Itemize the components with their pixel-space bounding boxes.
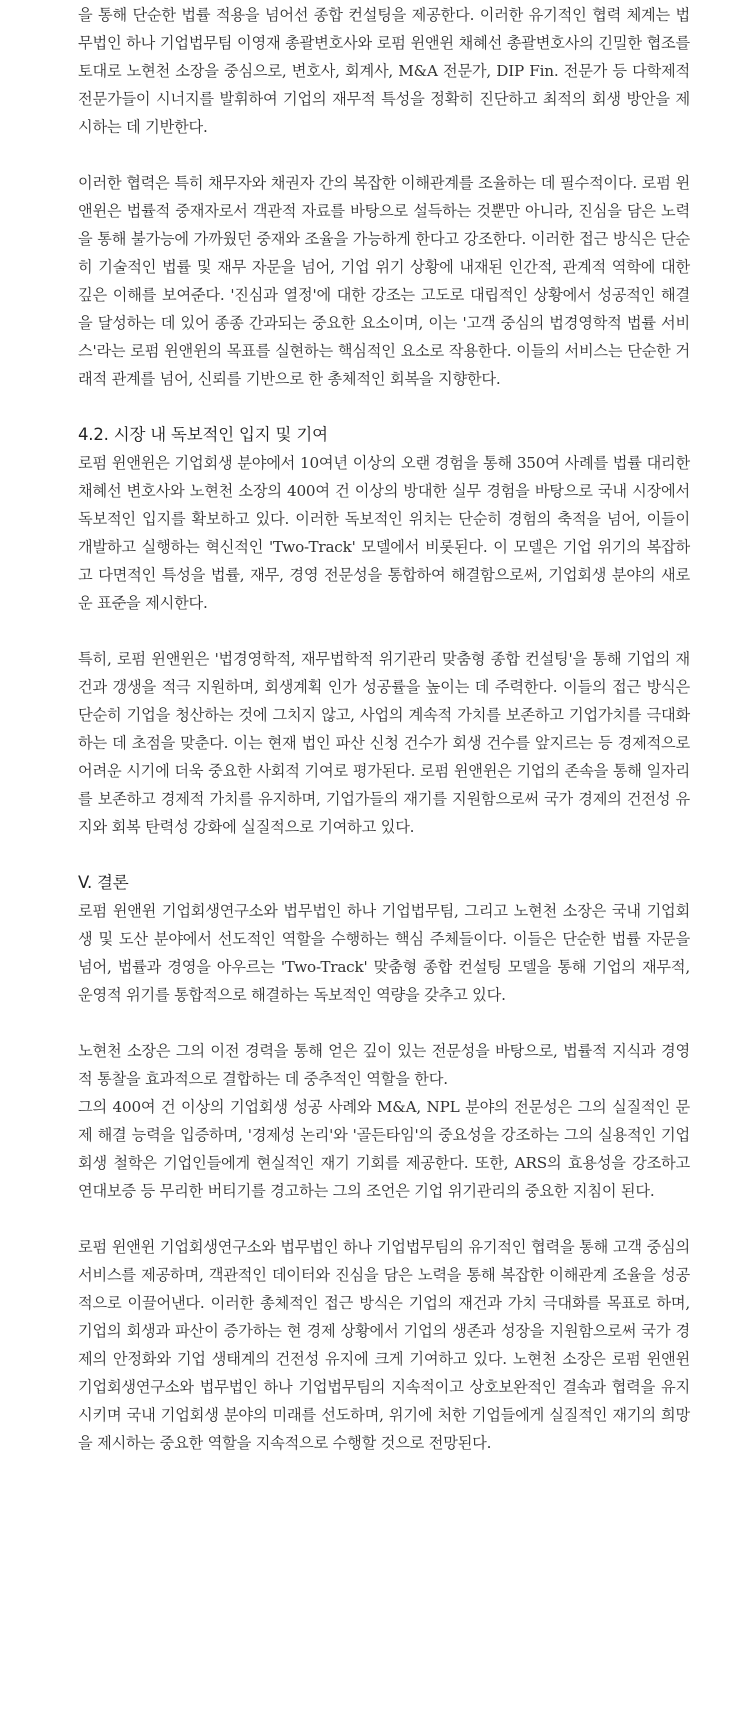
paragraph-spacer xyxy=(78,1009,690,1037)
paragraph-spacer xyxy=(78,393,690,421)
article-body xyxy=(78,0,690,1457)
paragraph-social-contribution: 특히, 로펌 윈앤윈은 '법경영학적, 재무법학적 위기관리 맞춤형 종합 컨설팅'을 통해 기업의 재건과 갱생을 적극 지원하며, 회생계획 인가 성공률을 높이는 데 주력한다. 이들의 접근 방식은 단순히 기업을 청산하는 것에 그치지 않고, 사업의 계속적 가치를 보존하고 기업가치를 극대화하는 데 초점을 맞춘다. 이는 현재 법인 파산 신청 건수가 회생 건수를 앞지르는 등 경제적으로 어려운 시기에 더욱 중요한 사회적 기여로 평가된다. 로펌 윈앤윈은 기업의 존속을 통해 일자리를 보존하고 경제적 가치를 유지하며, 기업가들의 재기를 지원함으로써 국가 경제의 건전성 유지와 회복 탄력성 강화에 실질적으로 기여하고 있다. xyxy=(78,650,690,836)
paragraph-spacer xyxy=(78,841,690,869)
paragraph-spacer xyxy=(78,1205,690,1233)
section-heading-conclusion: V. 결론 xyxy=(78,873,129,892)
paragraph-outlook: 로펌 윈앤윈 기업회생연구소와 법무법인 하나 기업법무팀의 유기적인 협력을 통해 고객 중심의 서비스를 제공하며, 객관적인 데이터와 진심을 담은 노력을 통해 복잡한 이해관계 조율을 성공적으로 이끌어낸다. 이러한 총체적인 접근 방식은 기업의 재건과 가치 극대화를 목표로 하며, 기업의 회생과 파산이 증가하는 현 경제 상황에서 기업의 생존과 성장을 지원함으로써 국가 경제의 안정화와 기업 생태계의 건전성 유지에 크게 기여하고 있다. 노현천 소장은 로펌 윈앤윈 기업회생연구소와 법무법인 하나 기업법무팀의 지속적이고 상호보완적인 결속과 협력을 유지시키며 국내 기업회생 분야의 미래를 선도하며, 위기에 처한 기업들에게 실질적인 재기의 희망을 제시하는 중요한 역할을 지속적으로 수행할 것으로 전망된다. xyxy=(78,1238,690,1452)
section-heading-4-2: 4.2. 시장 내 독보적인 입지 및 기여 xyxy=(78,425,328,444)
paragraph-director-expertise: 그의 400여 건 이상의 기업회생 성공 사례와 M&A, NPL 분야의 전문성은 그의 실질적인 문제 해결 능력을 입증하며, '경제성 논리'와 '골든타임'의 중요성을 강조하는 그의 실용적인 기업회생 철학은 기업인들에게 현실적인 재기 기회를 제공한다. 또한, ARS의 효용성을 강조하고 연대보증 등 무리한 버티기를 경고하는 그의 조언은 기업 위기관리의 중요한 지침이 된다. xyxy=(78,1098,690,1200)
paragraph-director-role: 노현천 소장은 그의 이전 경력을 통해 얻은 깊이 있는 전문성을 바탕으로, 법률적 지식과 경영적 통찰을 효과적으로 결합하는 데 중추적인 역할을 한다. xyxy=(78,1042,690,1088)
paragraph-mediation: 이러한 협력은 특히 채무자와 채권자 간의 복잡한 이해관계를 조율하는 데 필수적이다. 로펌 윈앤윈은 법률적 중재자로서 객관적 자료를 바탕으로 설득하는 것뿐만 아니라, 진심을 담은 노력을 통해 불가능에 가까웠던 중재와 조율을 가능하게 한다고 강조한다. 이러한 접근 방식은 단순히 기술적인 법률 및 재무 자문을 넘어, 기업 위기 상황에 내재된 인간적, 관계적 역학에 대한 깊은 이해를 보여준다. '진심과 열정'에 대한 강조는 고도로 대립적인 상황에서 성공적인 해결을 달성하는 데 있어 종종 간과되는 중요한 요소이며, 이는 '고객 중심의 법경영학적 법률 서비스'라는 로펌 윈앤윈의 목표를 실현하는 핵심적인 요소로 작용한다. 이들의 서비스는 단순한 거래적 관계를 넘어, 신뢰를 기반으로 한 총체적인 회복을 지향한다. xyxy=(78,174,690,388)
paragraph-consulting-intro: 을 통해 단순한 법률 적용을 넘어선 종합 컨설팅을 제공한다. 이러한 유기적인 협력 체계는 법무법인 하나 기업법무팀 이영재 총괄변호사와 로펌 윈앤윈 채혜선 총괄변호사의 긴밀한 협조를 토대로 노현천 소장을 중심으로, 변호사, 회계사, M&A 전문가, DIP Fin. 전문가 등 다학제적 전문가들이 시너지를 발휘하여 기업의 재무적 특성을 정확히 진단하고 최적의 회생 방안을 제시하는 데 기반한다. xyxy=(78,6,690,136)
paragraph-spacer xyxy=(78,141,690,169)
paragraph-conclusion-summary: 로펌 윈앤윈 기업회생연구소와 법무법인 하나 기업법무팀, 그리고 노현천 소장은 국내 기업회생 및 도산 분야에서 선도적인 역할을 수행하는 핵심 주체들이다. 이들은 단순한 법률 자문을 넘어, 법률과 경영을 아우르는 'Two-Track' 맞춤형 종합 컨설팅 모델을 통해 기업의 재무적, 운영적 위기를 통합적으로 해결하는 독보적인 역량을 갖추고 있다. xyxy=(78,902,690,1004)
paragraph-spacer xyxy=(78,617,690,645)
paragraph-market-position: 로펌 윈앤윈은 기업회생 분야에서 10여년 이상의 오랜 경험을 통해 350여 사례를 법률 대리한 채혜선 변호사와 노현천 소장의 400여 건 이상의 방대한 실무 경험을 바탕으로 국내 시장에서 독보적인 입지를 확보하고 있다. 이러한 독보적인 위치는 단순히 경험의 축적을 넘어, 이들이 개발하고 실행하는 혁신적인 'Two-Track' 모델에서 비롯된다. 이 모델은 기업 위기의 복잡하고 다면적인 특성을 법률, 재무, 경영 전문성을 통합하여 해결함으로써, 기업회생 분야의 새로운 표준을 제시한다. xyxy=(78,454,690,612)
